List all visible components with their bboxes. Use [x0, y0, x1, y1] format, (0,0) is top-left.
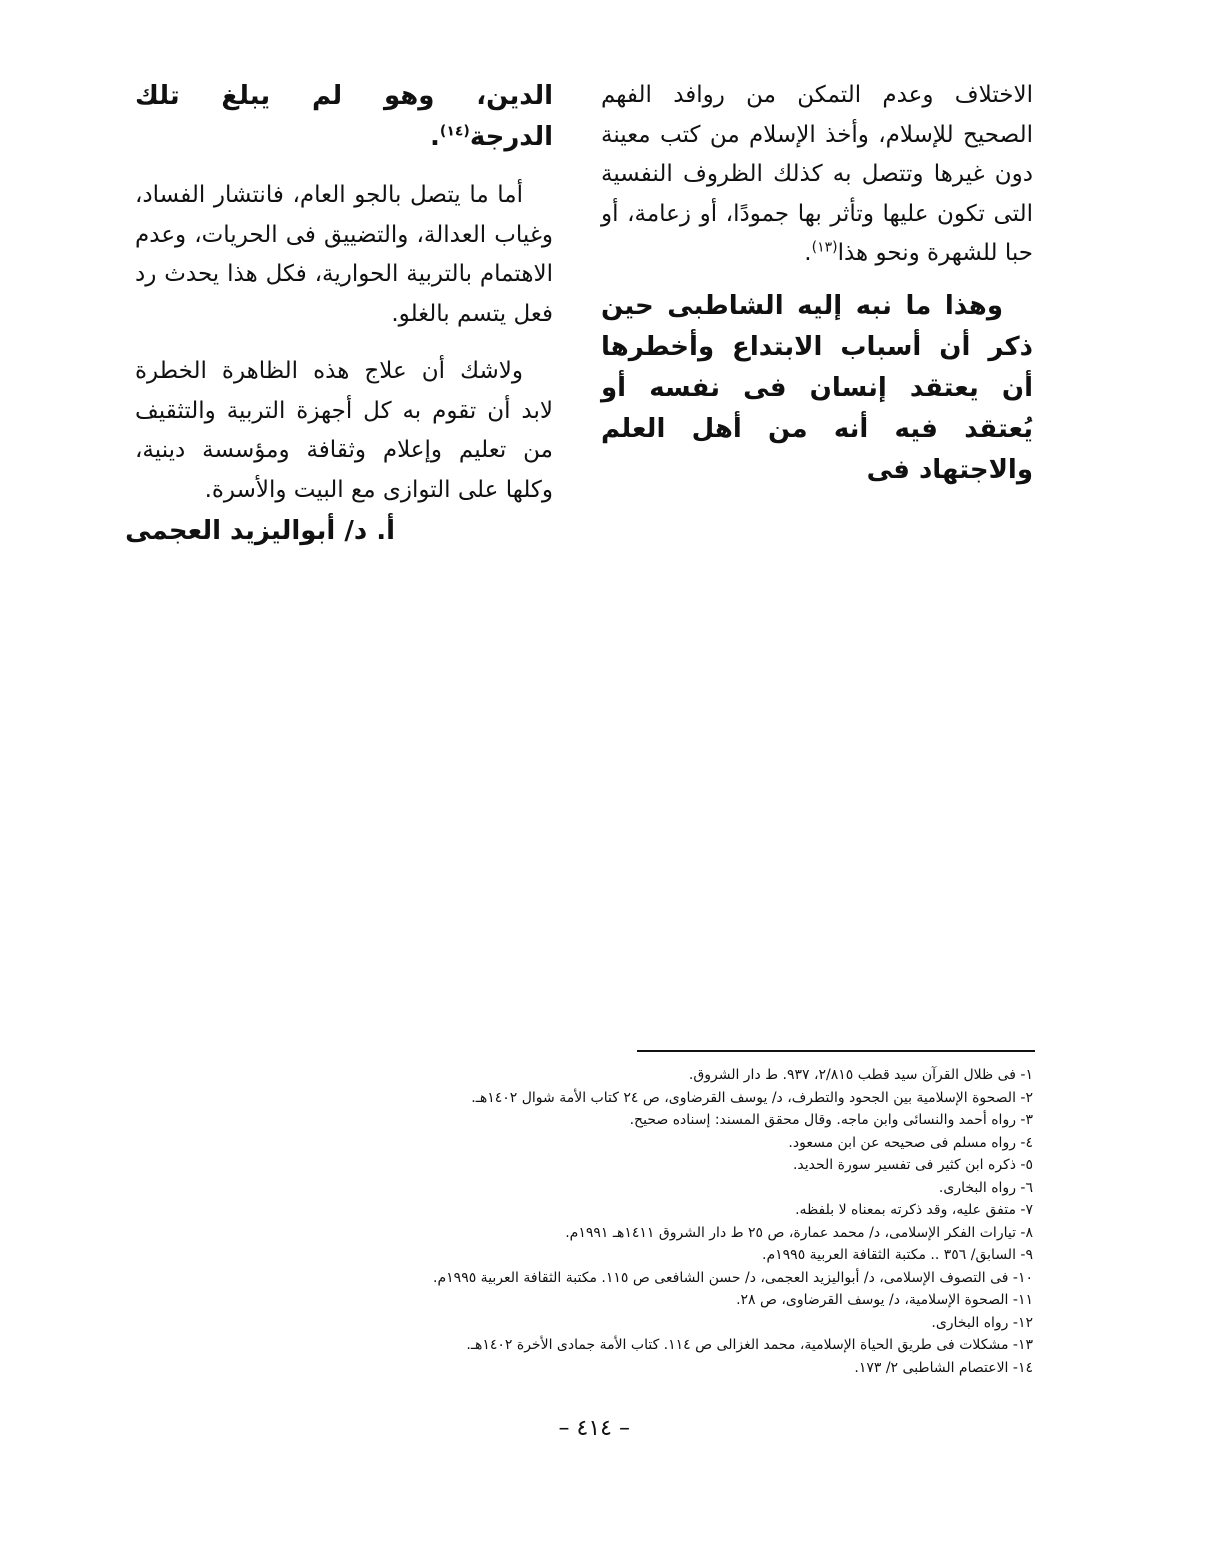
footnote-item: ٩- السابق/ ٣٥٦ .. مكتبة الثقافة العربية ١٩٩٥م.	[762, 1247, 1033, 1263]
footnote-item: ١٠- فى التصوف الإسلامى، د/ أبواليزيد العجمى، د/ حسن الشافعى ص ١١٥. مكتبة الثقافة العربية ١٩٩٥م.	[433, 1269, 1033, 1286]
paragraph-3: أما ما يتصل بالجو العام، فانتشار الفساد، وغياب العدالة، والتضييق فى الحريات، وعدم الاهتمام بالتربية الحوارية، فكل هذا يحدث رد فعل يتسم بالغلو.	[135, 182, 553, 327]
footnote-item: ٣- رواه أحمد والنسائى وابن ماجه. وقال محقق المسند: إسناده صحيح.	[629, 1112, 1033, 1128]
continuation-end: .	[430, 122, 440, 152]
footnote-item: ٧- متفق عليه، وقد ذكرته بمعناه لا بلفظه.	[795, 1202, 1033, 1218]
footnote-item: ١١- الصحوة الإسلامية، د/ يوسف القرضاوى، ص ٢٨.	[736, 1292, 1033, 1308]
footnote-item: ٢- الصحوة الإسلامية بين الجحود والتطرف، د/ يوسف القرضاوى، ص ٢٤ كتاب الأمة شوال ١٤٠٢هـ.	[471, 1089, 1033, 1106]
footnote-item: ٤- رواه مسلم فى صحيحه عن ابن مسعود.	[788, 1134, 1033, 1151]
footnote-item: ٦- رواه البخارى.	[938, 1179, 1033, 1196]
footnote-item: ٨- تيارات الفكر الإسلامى، د/ محمد عمارة، ص ٢٥ ط دار الشروق ١٤١١هـ ١٩٩١م.	[565, 1224, 1033, 1241]
footnote-item: ١٤- الاعتصام الشاطبى ٢/ ١٧٣.	[854, 1359, 1033, 1376]
paragraph-1-end: .	[804, 240, 812, 266]
page-number: – ٤١٤ –	[558, 1416, 630, 1441]
left-column	[135, 76, 553, 510]
author-signature: أ. د/ أبواليزيد العجمى	[125, 516, 395, 546]
continuation-bold-text: الدين، وهو لم يبلغ تلك الدرجة	[135, 81, 553, 152]
footnote-ref-13[interactable]: (١٣)	[811, 239, 838, 256]
footnotes-list	[313, 1064, 1033, 1379]
footnote-item: ١- فى ظلال القرآن سيد قطب ٢/٨١٥، ٩٣٧. ط دار الشروق.	[688, 1067, 1033, 1083]
paragraph-1-text: الاختلاف وعدم التمكن من روافد الفهم الصحيح للإسلام، وأخذ الإسلام من كتب معينة دون غيرها وتتصل به كذلك الظروف النفسية التى تكون عليها وتأثر بها جمودًا، أو زعامة، أو حبا للشهرة ونحو هذا	[601, 82, 1033, 266]
footnote-ref-14[interactable]: (١٤)	[439, 123, 470, 140]
paragraph-2-bold: وهذا ما نبه إليه الشاطبى حين ذكر أن أسباب الابتداع وأخطرها أن يعتقد إنسان فى نفسه أو يُعتقد فيه أنه من أهل العلم والاجتهاد فى	[601, 290, 1033, 485]
paragraph-1	[601, 76, 1033, 274]
footnote-item: ٥- ذكره ابن كثير فى تفسير سورة الحديد.	[792, 1157, 1033, 1173]
footnote-item: ١٣- مشكلات فى طريق الحياة الإسلامية، محمد الغزالى ص ١١٤. كتاب الأمة جمادى الأخرة ١٤٠٢هـ.	[466, 1337, 1033, 1353]
continuation-bold	[135, 76, 553, 158]
paragraph-4: ولاشك أن علاج هذه الظاهرة الخطرة لابد أن تقوم به كل أجهزة التربية والتثقيف من تعليم وإعلام وثقافة ومؤسسة دينية، وكلها على التوازى مع البيت والأسرة.	[135, 358, 553, 503]
footnote-item: ١٢- رواه البخارى.	[931, 1314, 1033, 1331]
footnote-divider	[637, 1050, 1035, 1052]
right-column	[601, 76, 1033, 491]
